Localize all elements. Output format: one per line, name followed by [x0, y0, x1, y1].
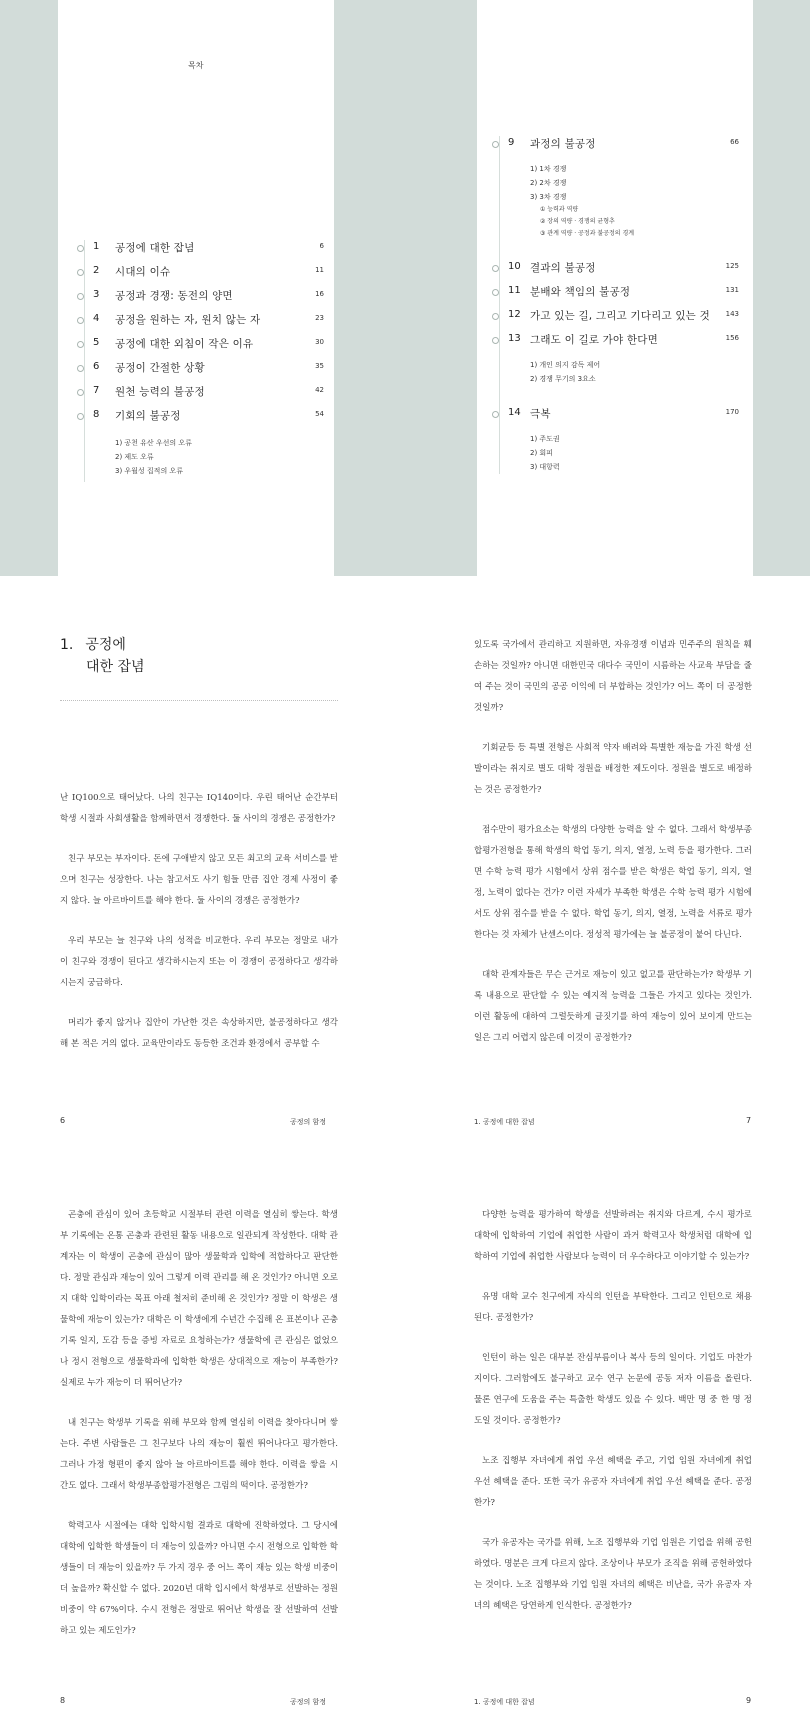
- toc-subitem[interactable]: 1) 주도권: [530, 435, 560, 443]
- page-number: 9: [746, 1696, 752, 1705]
- bullet-icon: [492, 289, 499, 296]
- toc-subitem[interactable]: 2) 2차 경쟁: [530, 179, 567, 187]
- toc-subitem[interactable]: 1) 개인 의지 감독 제어: [530, 361, 601, 369]
- paragraph: 유명 대학 교수 친구에게 자식의 인턴을 부탁한다. 그리고 인턴으로 채용된다. 공정한가?: [474, 1292, 752, 1323]
- toc-list-right: [499, 136, 739, 474]
- toc-item[interactable]: 12 가고 있는 길, 그리고 기다리고 있는 것 143: [500, 308, 739, 332]
- toc-subitems: [500, 160, 739, 240]
- chapter-title-line1: 공정에: [85, 637, 126, 653]
- toc-item[interactable]: 9 과정의 불공정 66: [500, 136, 739, 160]
- toc-item[interactable]: 11 분배와 책임의 불공정 131: [500, 284, 739, 308]
- toc-item[interactable]: 7 원천 능력의 불공정 42: [85, 384, 324, 408]
- toc-subitem[interactable]: 3) 우월성 집적의 오류: [115, 467, 183, 475]
- toc-item[interactable]: 4 공정을 원하는 자, 원치 않는 자 23: [85, 312, 324, 336]
- bullet-icon: [77, 365, 84, 372]
- paragraph: 다양한 능력을 평가하여 학생을 선발하려는 취지와 다르게, 수시 평가로 대학에 입학하여 기업에 취업한 사람이 과거 학력고사 학생처럼 대학에 입학하여 기업에 취업한 사람보다 능력이 더 우수하다고 이야기할 수 있는가?: [474, 1210, 752, 1262]
- paragraph: 국가 유공자는 국가를 위해, 노조 집행부와 기업 임원은 기업을 위해 공헌하였다. 명분은 크게 다르지 않다. 조상이나 부모가 조직을 위해 공헌하였다는 것이다. 노조 집행부와 기업 임원 자녀의 혜택은 비난을, 국가 유공자 자녀의 혜택은 당연하게 인식한다. 공정한가?: [474, 1538, 752, 1611]
- bullet-icon: [492, 313, 499, 320]
- page-9-body: [474, 1205, 752, 1636]
- toc-item[interactable]: 2 시대의 이슈 11: [85, 264, 324, 288]
- toc-item[interactable]: 10 결과의 불공정 125: [500, 260, 739, 284]
- toc-subsubitem[interactable]: ③ 관계 역량 · 공정과 불공정의 경계: [540, 230, 635, 237]
- bullet-icon: [77, 341, 84, 348]
- chapter-title-line2: 대한 잡념: [86, 659, 145, 675]
- toc-item[interactable]: 1 공정에 대한 잡념 6: [85, 240, 324, 264]
- page-6-body: [60, 788, 338, 1074]
- bullet-icon: [492, 411, 499, 418]
- bullet-icon: [77, 389, 84, 396]
- page-number: 8: [60, 1696, 66, 1705]
- chapter-title: [60, 634, 145, 678]
- bullet-icon: [77, 317, 84, 324]
- toc-item[interactable]: 13 그래도 이 길로 가야 한다면 156: [500, 332, 739, 356]
- toc-item[interactable]: 6 공정이 간절한 상황 35: [85, 360, 324, 384]
- toc-right-page: [477, 0, 753, 576]
- paragraph: 노조 집행부 자녀에게 취업 우선 혜택을 주고, 기업 임원 자녀에게 취업 우선 혜택을 준다. 또한 국가 유공자 자녀에게 취업 우선 혜택을 준다. 공정한가?: [474, 1456, 752, 1508]
- bullet-icon: [492, 141, 499, 148]
- toc-item[interactable]: 14 극복 170: [500, 406, 739, 430]
- toc-list-left: [84, 240, 324, 482]
- paragraph: 곤충에 관심이 있어 초등학교 시절부터 관련 이력을 열심히 쌓는다. 학생부 기록에는 온통 곤충과 관련된 활동 내용으로 일관되게 작성한다. 대학 관계자는 이 학생이 곤충에 관심이 많아 생물학과 입학에 적합하다고 판단한다. 정말 관심과 재능이 있어 그렇게 이력 관리를 해 온 것인가? 아니면 오로지 대학 입학이라는 목표 아래 철저히 준비해 온 것인가? 정말 이 학생은 생물학에 재능이 있는가? 대학은 이 학생에게 수년간 수집해 온 표본이나 곤충 기록 일지, 도감 등을 증빙 자료로 요청하는가? 생물학에 큰 관심은 없었으나 정시 전형으로 생물학과에 입학한 학생은 상대적으로 재능이 부족한가? 실제로 누가 재능이 더 뛰어난가?: [60, 1210, 338, 1388]
- paragraph: 내 친구는 학생부 기록을 위해 부모와 함께 열심히 이력을 찾아다니며 쌓는다. 주변 사람들은 그 친구보다 나의 재능이 훨씬 뛰어나다고 평가한다. 그러나 가정 형편이 좋지 않아 늘 아르바이트를 해야 한다. 이력을 쌓을 시간도 없다. 그래서 학생부종합평가전형은 그림의 떡이다. 공정한가?: [60, 1418, 338, 1491]
- toc-subitem[interactable]: 3) 3차 경쟁: [530, 193, 567, 201]
- bullet-icon: [77, 413, 84, 420]
- toc-item[interactable]: 3 공정과 경쟁: 동전의 양면 16: [85, 288, 324, 312]
- chapter-divider: [60, 700, 338, 701]
- paragraph: 우리 부모는 늘 친구와 나의 성적을 비교한다. 우리 부모는 정말로 내가 이 친구와 경쟁이 된다고 생각하시는지 또는 이 경쟁이 공정하다고 생각하시는지 궁금하다.: [60, 936, 338, 988]
- paragraph: 기회균등 등 특별 전형은 사회적 약자 배려와 특별한 재능을 가진 학생 선발이라는 취지로 별도 대학 정원을 배정한 제도이다. 정원을 별도로 배정하는 것은 공정한가?: [474, 743, 752, 795]
- paragraph: 있도록 국가에서 관리하고 지원하면, 자유경쟁 이념과 민주주의 원칙을 훼손하는 것일까? 아니면 대한민국 대다수 국민이 시름하는 사교육 부담을 줄여 주는 것이 국민의 공공 이익에 더 부합하는 것인가? 어느 쪽이 더 공정한 것일까?: [474, 640, 752, 713]
- toc-subsubitem[interactable]: ① 능력과 역량: [540, 206, 579, 213]
- toc-subitem[interactable]: 2) 경쟁 무기의 3요소: [530, 375, 596, 383]
- page-8-body: [60, 1205, 338, 1661]
- running-title: 공정의 함정: [290, 1698, 327, 1706]
- toc-subitems: [500, 356, 739, 386]
- bullet-icon: [492, 337, 499, 344]
- toc-subitem[interactable]: 1) 1차 경쟁: [530, 165, 567, 173]
- toc-subitems: [85, 432, 324, 482]
- paragraph: 점수만이 평가요소는 학생의 다양한 능력을 알 수 없다. 그래서 학생부종합평가전형을 통해 학생의 학업 동기, 의지, 열정, 노력 등을 평가한다. 그러면 수학 능력 평가 시험에서 상위 점수를 받은 학생은 학업 동기, 의지, 열정, 노력이 없다는 건가? 이런 자세가 부족한 학생은 수학 능력 평가 시험에서도 상위 점수를 받을 수 없다. 학업 동기, 의지, 열정, 노력을 서류로 평가한다는 것 자체가 난센스이다. 정성적 평가에는 늘 불공정이 붙어 다닌다.: [474, 825, 752, 940]
- bullet-icon: [77, 245, 84, 252]
- page-number: 6: [60, 1116, 66, 1125]
- toc-subsubitem[interactable]: ② 장의 역량 · 경쟁의 균형추: [540, 218, 615, 225]
- toc-heading: 목차: [188, 61, 204, 70]
- paragraph: 인턴이 하는 일은 대부분 잔심부름이나 복사 등의 일이다. 기업도 마찬가지이다. 그러함에도 불구하고 교수 연구 논문에 공동 저자 이름을 올린다. 물론 연구에 도움을 주는 특출한 학생도 있을 수 있다. 백만 명 중 한 명 정도일 것이다. 공정한가?: [474, 1353, 752, 1426]
- chapter-number: 1.: [60, 637, 74, 653]
- bullet-icon: [77, 293, 84, 300]
- paragraph: 친구 부모는 부자이다. 돈에 구애받지 않고 모든 최고의 교육 서비스를 받으며 친구는 성장한다. 나는 참고서도 사기 힘들 만큼 집안 경제 사정이 좋지 않다. 늘 아르바이트를 해야 한다. 둘 사이의 경쟁은 공정한가?: [60, 854, 338, 906]
- running-title: 공정의 함정: [290, 1118, 327, 1126]
- paragraph: 학력고사 시절에는 대학 입학시험 결과로 대학에 진학하였다. 그 당시에 대학에 입학한 학생들이 더 재능이 있을까? 아니면 수시 전형으로 입학한 학생들이 더 재능이 있을까? 두 가지 경우 중 어느 쪽이 재능 있는 학생 비중이 더 높을까? 확신할 수 없다. 2020년 대학 입시에서 학생부로 선발하는 정원 비중이 약 67%이다. 수시 전형은 정말로 뛰어난 학생을 잘 선발하여 선발하고 있는 제도인가?: [60, 1521, 338, 1636]
- toc-item[interactable]: 8 기회의 불공정 54: [85, 408, 324, 432]
- toc-item[interactable]: 5 공정에 대한 외침이 작은 이유 30: [85, 336, 324, 360]
- paragraph: 머리가 좋지 않거나 집안이 가난한 것은 속상하지만, 불공정하다고 생각해 본 적은 거의 없다. 교육만이라도 동등한 조건과 환경에서 공부할 수: [60, 1018, 338, 1049]
- toc-subitem[interactable]: 2) 회피: [530, 449, 553, 457]
- bullet-icon: [492, 265, 499, 272]
- toc-subitem[interactable]: 3) 대항력: [530, 463, 560, 471]
- page-number: 7: [746, 1116, 752, 1125]
- bullet-icon: [77, 269, 84, 276]
- paragraph: 대학 관계자들은 무슨 근거로 재능이 있고 없고를 판단하는가? 학생부 기록 내용으로 판단할 수 있는 예지적 능력을 그들은 가지고 있다는 것인가. 이런 활동에 대하여 그럴듯하게 글짓기를 하여 재능이 있어 보이게 만드는 일은 그리 어렵지 않은데 이것이 공정한가?: [474, 970, 752, 1043]
- running-title: 1. 공정에 대한 잡념: [474, 1118, 535, 1126]
- toc-left-page: [58, 0, 334, 576]
- page-7-body: [474, 635, 752, 1068]
- toc-subitem[interactable]: 2) 제도 오류: [115, 453, 154, 461]
- running-title: 1. 공정에 대한 잡념: [474, 1698, 535, 1706]
- paragraph: 난 IQ100으로 태어났다. 나의 친구는 IQ140이다. 우린 태어난 순간부터 학생 시절과 사회생활을 함께하면서 경쟁한다. 둘 사이의 경쟁은 공정한가?: [60, 793, 338, 824]
- toc-subitems: [500, 430, 739, 474]
- toc-subitem[interactable]: 1) 공천 유산 우선의 오류: [115, 439, 192, 447]
